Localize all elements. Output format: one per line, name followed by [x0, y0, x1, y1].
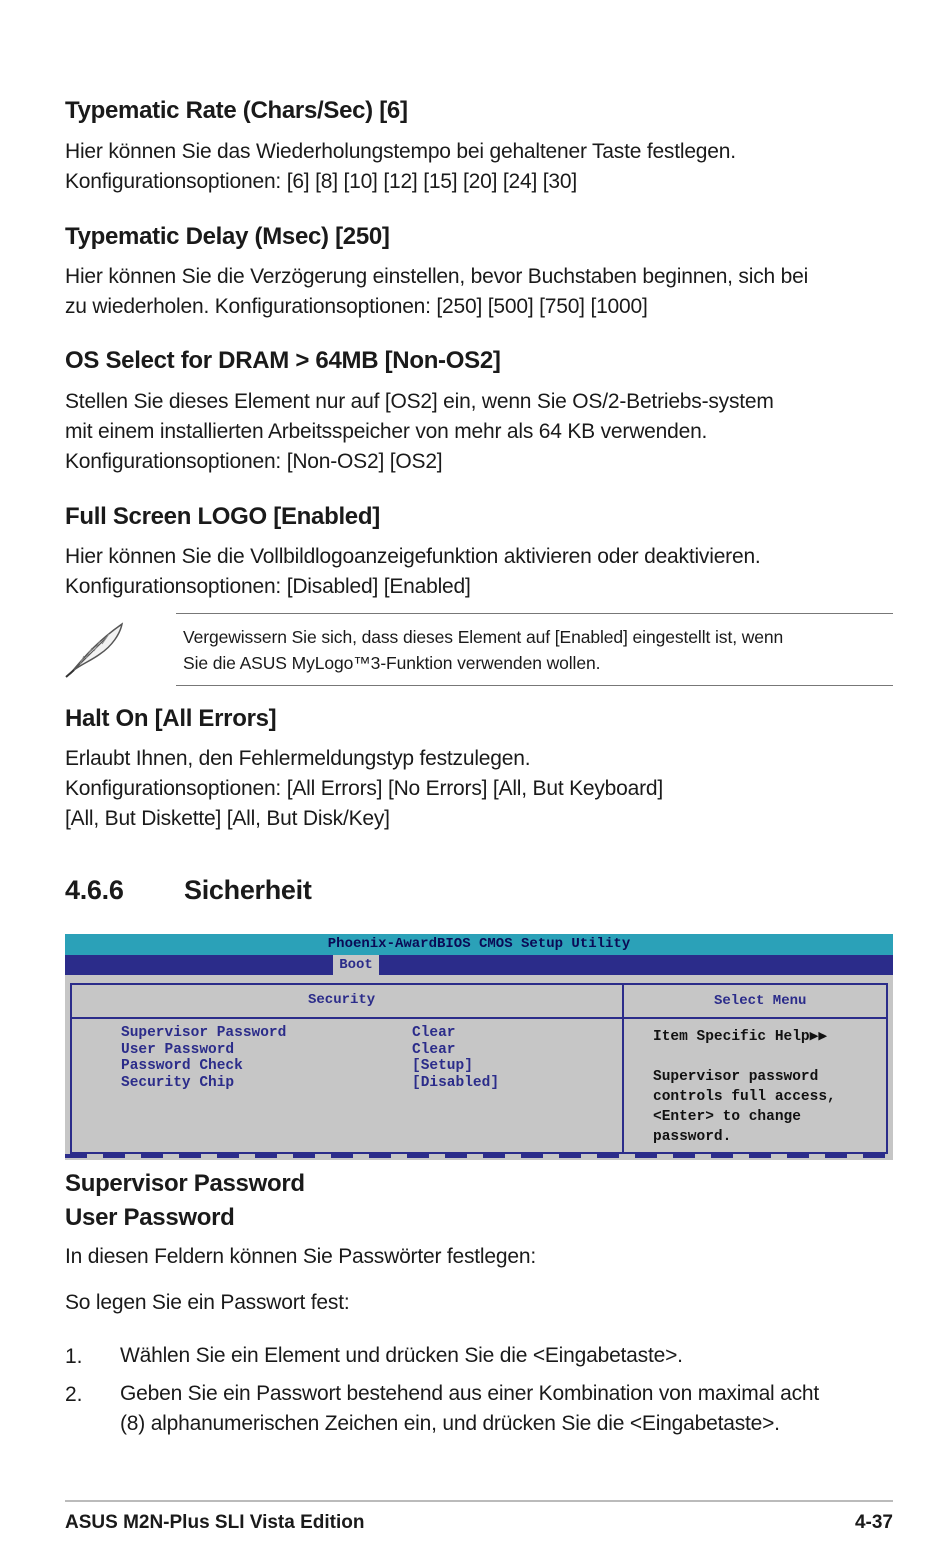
bios-right-header: Select Menu	[714, 993, 807, 1009]
note-line: Vergewissern Sie sich, dass dieses Element auf [Enabled] eingestellt ist, wenn	[183, 627, 784, 647]
body-line: Konfigurationsoptionen: [All Errors] [No Errors] [All, But Keyboard]	[65, 777, 664, 800]
section-body	[65, 262, 808, 322]
bios-item-password-check[interactable]: Password Check	[121, 1058, 243, 1074]
bios-left-header: Security	[308, 992, 376, 1008]
note-line: Sie die ASUS MyLogo™3-Funktion verwenden wollen.	[183, 653, 601, 673]
body-line: So legen Sie ein Passwort fest:	[65, 1291, 350, 1314]
body-line: [All, But Diskette] [All, But Disk/Key]	[65, 807, 390, 830]
list-number: 2.	[65, 1383, 83, 1406]
section-body	[65, 387, 774, 477]
bios-value: Clear	[412, 1025, 456, 1041]
bios-divider	[72, 1017, 886, 1019]
bios-help-line: password.	[653, 1129, 732, 1145]
bios-value: [Disabled]	[412, 1075, 500, 1091]
footer-rule	[65, 1500, 893, 1502]
body-line: In diesen Feldern können Sie Passwörter festlegen:	[65, 1245, 536, 1268]
bios-menu-bar	[65, 955, 893, 975]
footer-title: ASUS M2N-Plus SLI Vista Edition	[65, 1512, 365, 1533]
paragraph	[65, 1288, 349, 1318]
bios-item-user-password[interactable]: User Password	[121, 1042, 235, 1058]
section-heading: OS Select for DRAM > 64MB [Non-OS2]	[65, 347, 501, 374]
section-body	[65, 744, 663, 834]
list-line: Wählen Sie ein Element und drücken Sie die <Eingabetaste>.	[120, 1344, 683, 1367]
bios-help-line: <Enter> to change	[653, 1109, 801, 1125]
note-top-rule	[176, 613, 893, 614]
paragraph	[65, 1242, 536, 1272]
bios-item-supervisor-password[interactable]: Supervisor Password	[121, 1025, 287, 1041]
section-body	[65, 137, 736, 197]
section-heading: Halt On [All Errors]	[65, 705, 277, 732]
note-bottom-rule	[176, 685, 893, 686]
subsection-heading: User Password	[65, 1204, 235, 1231]
bios-bottom-border	[65, 1154, 893, 1158]
bios-help-line: controls full access,	[653, 1089, 836, 1105]
double-arrow-icon: ▶▶	[809, 1029, 828, 1045]
section-number: 4.6.6	[65, 875, 124, 905]
bios-divider	[622, 985, 624, 1152]
list-number: 1.	[65, 1345, 83, 1368]
bios-value: Clear	[412, 1042, 456, 1058]
bios-title-bar: Phoenix-AwardBIOS CMOS Setup Utility	[65, 934, 893, 955]
bios-help-title	[653, 1027, 827, 1047]
bios-tab-boot[interactable]: Boot	[333, 955, 379, 975]
bios-value: [Setup]	[412, 1058, 473, 1074]
help-title-text: Item Specific Help	[653, 1029, 810, 1045]
body-line: Konfigurationsoptionen: [Non-OS2] [OS2]	[65, 450, 443, 473]
body-line: Hier können Sie die Verzögerung einstellen, bevor Buchstaben beginnen, sich bei	[65, 265, 809, 288]
bios-item-security-chip[interactable]: Security Chip	[121, 1075, 235, 1091]
section-heading: Full Screen LOGO [Enabled]	[65, 503, 380, 530]
section-title: Sicherheit	[184, 875, 312, 905]
subsection-heading: Supervisor Password	[65, 1170, 305, 1197]
bios-frame	[70, 983, 888, 1154]
body-line: Konfigurationsoptionen: [Disabled] [Enabled]	[65, 575, 471, 598]
body-line: mit einem installierten Arbeitsspeicher von mehr als 64 KB verwenden.	[65, 420, 708, 443]
note-text	[183, 624, 783, 676]
body-line: Erlaubt Ihnen, den Fehlermeldungstyp festzulegen.	[65, 747, 531, 770]
body-line: Stellen Sie dieses Element nur auf [OS2] ein, wenn Sie OS/2-Betriebs-system	[65, 390, 774, 413]
quill-pen-icon	[62, 620, 126, 678]
section-body	[65, 542, 761, 602]
list-line: (8) alphanumerischen Zeichen ein, und drücken Sie die <Eingabetaste>.	[120, 1412, 780, 1435]
page-number: 4-37	[854, 1512, 893, 1533]
section-heading: Typematic Rate (Chars/Sec) [6]	[65, 97, 408, 124]
bios-help-line: Supervisor password	[653, 1069, 819, 1085]
body-line: Konfigurationsoptionen: [6] [8] [10] [12] [15] [20] [24] [30]	[65, 170, 578, 193]
section-heading: Typematic Delay (Msec) [250]	[65, 223, 390, 250]
bios-screen	[65, 934, 893, 1160]
list-item	[120, 1341, 683, 1371]
body-line: Hier können Sie das Wiederholungstempo bei gehaltener Taste festlegen.	[65, 140, 736, 163]
body-line: Hier können Sie die Vollbildlogoanzeigefunktion aktivieren oder deaktivieren.	[65, 545, 761, 568]
list-line: Geben Sie ein Passwort bestehend aus einer Kombination von maximal acht	[120, 1382, 820, 1405]
list-item	[120, 1379, 819, 1439]
body-line: zu wiederholen. Konfigurationsoptionen: [250] [500] [750] [1000]	[65, 295, 648, 318]
